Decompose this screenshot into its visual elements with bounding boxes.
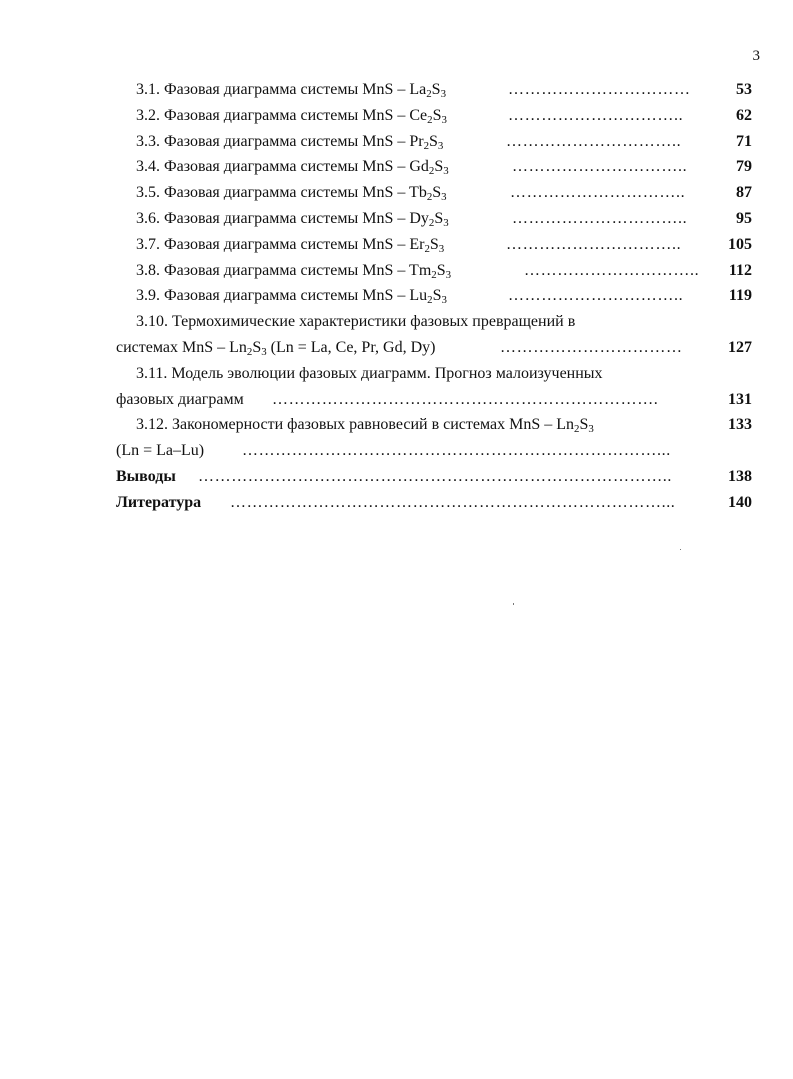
toc-leader-dots: ………………………….. — [512, 158, 688, 176]
toc-entry-title: 3.9. Фазовая диаграмма системы MnS – $Lu_2S_3$ — [136, 287, 447, 307]
toc-page-number: 79 — [736, 158, 752, 176]
toc-entry-3-5[interactable] — [116, 180, 752, 206]
toc-entry-title: 3.2. Фазовая диаграмма системы MnS – $Ce_2S_3$ — [136, 106, 447, 126]
toc-page-number: 138 — [728, 467, 752, 485]
toc-page-number: 53 — [736, 81, 752, 98]
toc-entry-3-12-line2[interactable] — [116, 438, 752, 464]
toc-entry-title: 3.1. Фазовая диаграмма системы MnS – $La_2S_3$ — [136, 81, 446, 101]
toc-entry-title: 3.4. Фазовая диаграмма системы MnS – $Gd_2S_3$ — [136, 158, 449, 178]
toc-entry-title-cont: (Ln = La–Lu) — [116, 442, 205, 460]
toc-entry-3-4[interactable] — [116, 154, 752, 180]
toc-leader-dots: …………………………… — [500, 338, 683, 356]
toc-page-number: 119 — [728, 287, 752, 305]
page-number: 3 — [752, 48, 760, 64]
toc-entry-3-1[interactable] — [116, 77, 752, 103]
toc-entry-title: 3.6. Фазовая диаграмма системы MnS – $Dy_2S_3$ — [136, 209, 449, 230]
toc-entry-3-8[interactable] — [116, 258, 752, 284]
toc-page-number: 95 — [736, 209, 752, 227]
toc-entry-3-12-line1[interactable] — [116, 412, 752, 438]
toc-page-number: 105 — [728, 235, 752, 253]
toc-leader-dots: …………………………………………………………………... — [242, 442, 671, 460]
scan-speck — [513, 603, 514, 605]
toc-page-number: 62 — [736, 106, 752, 124]
toc-entry-3-6[interactable] — [116, 206, 752, 232]
toc-entry-title: Выводы — [116, 467, 176, 485]
toc-entry-title: 3.3. Фазовая диаграмма системы MnS – $Pr_2S_3$ — [136, 132, 444, 152]
toc-entry-title: 3.10. Термохимические характеристики фазовых превращений в — [136, 313, 576, 331]
toc-entry-3-3[interactable] — [116, 129, 752, 155]
toc-page-number: 127 — [728, 338, 752, 356]
toc-leader-dots: ………………………….. — [508, 106, 684, 124]
toc-entry-title: 3.7. Фазовая диаграмма системы MnS – $Er_2S_3$ — [136, 235, 445, 255]
toc-leader-dots: ………………………….. — [506, 235, 682, 253]
table-of-contents — [116, 77, 752, 516]
toc-entry-3-11-line1[interactable] — [116, 361, 752, 387]
toc-entry-title: 3.5. Фазовая диаграмма системы MnS – $Tb_2S_3$ — [136, 184, 447, 204]
toc-entry-title: Литература — [116, 493, 202, 511]
toc-entry-3-10-line1[interactable] — [116, 309, 752, 335]
toc-page-number: 71 — [736, 132, 752, 150]
toc-entry-conclusions[interactable] — [116, 464, 752, 490]
toc-page-number: 87 — [736, 184, 752, 202]
toc-entry-title: 3.8. Фазовая диаграмма системы MnS – $Tm_2S_3$ — [136, 261, 452, 281]
toc-entry-3-2[interactable] — [116, 103, 752, 129]
toc-leader-dots: ………………………….. — [512, 209, 688, 227]
toc-entry-3-9[interactable] — [116, 283, 752, 309]
toc-leader-dots: ………………………….. — [510, 184, 686, 202]
toc-leader-dots: …………………………… — [508, 81, 691, 98]
toc-leader-dots: ………………………….. — [508, 287, 684, 305]
toc-leader-dots: ………………………….. — [524, 261, 700, 279]
toc-entry-title-cont: системах MnS – $Ln_2S_3$ (Ln = La, Ce, Pr, Gd, Dy) — [116, 338, 436, 358]
toc-leader-dots: ……………………………………………………………………... — [230, 493, 676, 511]
toc-entry-title: 3.11. Модель эволюции фазовых диаграмм. Прогноз малоизученных — [136, 364, 603, 382]
toc-page-number: 140 — [728, 493, 752, 511]
toc-entry-title: 3.12. Закономерности фазовых равновесий в системах MnS – $Ln_2S_3$ — [136, 416, 594, 436]
toc-page-number: 131 — [728, 390, 752, 408]
toc-page-number: 133 — [728, 416, 752, 434]
scan-speck — [680, 549, 681, 550]
toc-leader-dots: ……………………………………………………………. — [272, 390, 659, 408]
toc-entry-3-11-line2[interactable] — [116, 387, 752, 413]
toc-leader-dots: ………………………………………………………………………….. — [198, 467, 672, 485]
toc-entry-3-7[interactable] — [116, 232, 752, 258]
toc-entry-title-cont: фазовых диаграмм — [116, 390, 244, 408]
toc-entry-3-10-line2[interactable] — [116, 335, 752, 361]
toc-leader-dots: ………………………….. — [506, 132, 682, 150]
toc-entry-literature[interactable] — [116, 490, 752, 516]
toc-page-number: 112 — [728, 261, 752, 279]
